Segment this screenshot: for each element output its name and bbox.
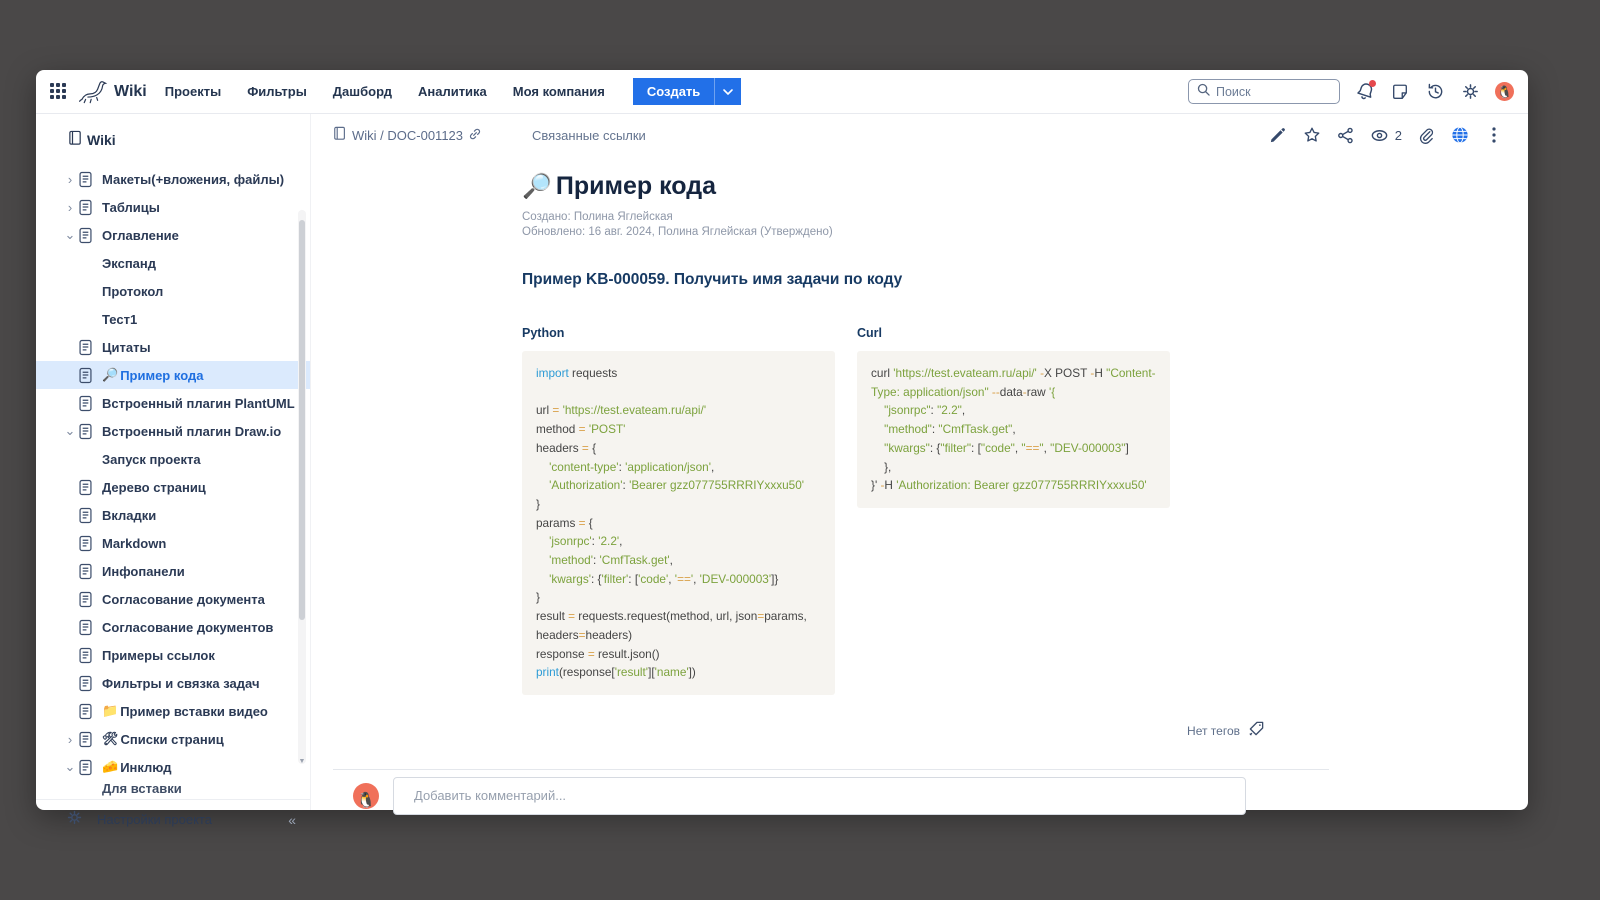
document-icon xyxy=(78,367,102,384)
code-snippet[interactable]: curl 'https://test.evateam.ru/api/' -X POST -H "Content- Type: application/json" --data-raw '{ "jsonrpc": "2.2", "method": "CmfTask.get", "kwargs": {"filter": ["code", "==", "DEV-000003"] }, }' -H 'Authorization: Bearer gzz077755RRRIYxxxu50' xyxy=(857,351,1170,508)
created-by: Создано: Полина Яглейская xyxy=(522,211,673,223)
sidebar-item[interactable] xyxy=(36,165,310,193)
expand-chevron-icon[interactable]: ⌄ xyxy=(64,759,76,774)
copy-link-icon[interactable] xyxy=(468,127,482,144)
item-emoji-icon: 📁 xyxy=(102,703,119,718)
sidebar-item[interactable] xyxy=(36,641,310,669)
scroll-down-icon[interactable]: ▼ xyxy=(298,758,306,765)
sidebar-item[interactable] xyxy=(36,753,310,781)
document-icon xyxy=(78,227,102,244)
sidebar-item[interactable] xyxy=(36,277,310,305)
document-icon xyxy=(78,199,102,216)
sidebar-item-label: Инфопанели xyxy=(102,563,185,579)
document-icon xyxy=(78,703,102,720)
user-avatar[interactable] xyxy=(1495,82,1514,101)
sidebar-item[interactable] xyxy=(36,781,310,799)
code-snippet[interactable]: import requests url = 'https://test.evateam.ru/api/' method = 'POST' headers = { 'content-type': 'application/json', 'Authorization': 'Bearer gzz077755RRRIYxxxu50' } params = { 'jsonrpc': '2.2', 'method': 'CmfTask.get', 'kwargs': {'filter': ['code', '==', 'DEV-000003']} } result = requests.request(method, url, json=params, headers=headers) response = result.json() print(response['result']['name']) xyxy=(522,351,835,695)
document-icon xyxy=(78,731,102,748)
expand-chevron-icon[interactable]: › xyxy=(67,171,73,187)
public-globe-icon[interactable] xyxy=(1450,125,1470,145)
sidebar-item-label: Согласование документа xyxy=(102,591,265,607)
app-title: Wiki xyxy=(114,82,147,100)
comments-divider xyxy=(333,769,1329,770)
nav-filters[interactable]: Фильтры xyxy=(247,84,307,99)
sidebar-item[interactable] xyxy=(36,501,310,529)
no-tags-label: Нет тегов xyxy=(1187,723,1240,738)
sidebar-item-label: 🧀 Инклюд xyxy=(102,759,172,775)
expand-chevron-icon[interactable]: ⌄ xyxy=(64,227,76,242)
sidebar-item-label: 📁 Пример вставки видео xyxy=(102,703,268,719)
tags-row xyxy=(522,720,1341,742)
sidebar-item[interactable] xyxy=(36,333,310,361)
updated-by: Обновлено: 16 авг. 2024, Полина Яглейская (Утверждено) xyxy=(522,226,833,238)
document-icon xyxy=(78,675,102,692)
sidebar-item-label: Согласование документов xyxy=(102,619,274,635)
section-heading: Пример KB-000059. Получить имя задачи по коду xyxy=(522,271,903,288)
item-emoji-icon: 🛠 xyxy=(102,731,119,746)
share-icon[interactable] xyxy=(1336,125,1356,145)
attachments-paperclip-icon[interactable] xyxy=(1416,125,1436,145)
sidebar-item[interactable] xyxy=(36,249,310,277)
search-input[interactable] xyxy=(1216,85,1331,99)
sidebar-item-label: 🛠 Списки страниц xyxy=(102,731,224,747)
document-meta xyxy=(522,210,1341,240)
code-block-label: Python xyxy=(522,326,565,340)
sidebar xyxy=(36,114,310,828)
sidebar-item-label: Цитаты xyxy=(102,339,151,355)
document-toolbar xyxy=(311,114,1528,156)
sidebar-item[interactable] xyxy=(36,445,310,473)
sidebar-item[interactable] xyxy=(36,417,310,445)
notes-icon[interactable] xyxy=(1390,82,1410,102)
magnifier-emoji-icon: 🔎 xyxy=(522,173,552,200)
sidebar-item-label: Примеры ссылок xyxy=(102,647,215,663)
sidebar-item-label: Фильтры и связка задач xyxy=(102,675,260,691)
sidebar-item-label: Markdown xyxy=(102,535,167,551)
search-box[interactable] xyxy=(1188,79,1340,104)
sidebar-item-label: Оглавление xyxy=(102,227,179,243)
expand-chevron-icon[interactable]: › xyxy=(67,199,73,215)
document-icon xyxy=(78,591,102,608)
code-block-label: Curl xyxy=(857,326,882,340)
sidebar-scrollbar[interactable] xyxy=(298,210,306,764)
breadcrumb[interactable]: Wiki / DOC-001123 xyxy=(333,126,482,144)
sidebar-item[interactable] xyxy=(36,725,310,753)
sidebar-item[interactable] xyxy=(36,193,310,221)
document-icon xyxy=(78,423,102,440)
sidebar-item-label: Дерево страниц xyxy=(102,479,206,495)
document-icon xyxy=(78,339,102,356)
document-icon xyxy=(78,507,102,524)
expand-chevron-icon[interactable]: › xyxy=(67,731,73,747)
sidebar-item[interactable] xyxy=(36,389,310,417)
sidebar-item-label: Макеты(+вложения, файлы) xyxy=(102,171,285,187)
settings-gear-icon[interactable] xyxy=(1460,82,1480,102)
sidebar-item[interactable] xyxy=(36,473,310,501)
sidebar-item-label: Для вставки xyxy=(102,781,182,796)
item-emoji-icon: 🧀 xyxy=(102,759,119,774)
sidebar-item[interactable] xyxy=(36,529,310,557)
penguin-avatar-icon: 🐧 xyxy=(356,791,376,809)
code-area xyxy=(522,326,1341,695)
sidebar-item-label: Встроенный плагин PlantUML xyxy=(102,395,295,411)
app-grid-icon[interactable] xyxy=(50,83,68,101)
page-book-icon xyxy=(333,126,347,144)
notification-dot xyxy=(1369,80,1376,87)
item-emoji-icon: 🔎 xyxy=(102,367,119,382)
document-body xyxy=(311,156,1528,815)
sidebar-item[interactable] xyxy=(36,697,310,725)
sidebar-item[interactable] xyxy=(36,221,310,249)
nav-my-company[interactable]: Моя компания xyxy=(512,84,605,99)
document-icon xyxy=(78,171,102,188)
page-title: 🔎 Пример кода xyxy=(522,172,717,200)
document-icon xyxy=(78,647,102,664)
sidebar-item-label: 🔎 Пример кода xyxy=(102,367,204,383)
content-area xyxy=(310,114,1528,810)
create-button[interactable]: Создать xyxy=(633,78,741,105)
search-icon xyxy=(1197,83,1210,101)
dinosaur-logo-icon xyxy=(78,80,108,104)
code-block-python xyxy=(522,326,835,695)
app-logo[interactable] xyxy=(78,80,147,104)
code-block-curl xyxy=(857,326,1170,508)
sidebar-footer xyxy=(36,799,310,839)
sidebar-item[interactable] xyxy=(36,585,310,613)
edit-pencil-icon[interactable] xyxy=(1268,125,1288,145)
nav-dashboard[interactable]: Дашборд xyxy=(332,84,392,99)
expand-chevron-icon[interactable]: ⌄ xyxy=(64,423,76,438)
comment-input[interactable] xyxy=(393,777,1246,815)
document-icon xyxy=(78,759,102,776)
sidebar-project-root[interactable]: Wiki xyxy=(36,114,310,159)
more-menu-icon[interactable] xyxy=(1484,125,1504,145)
collapse-sidebar-button[interactable]: « xyxy=(288,811,294,828)
nav-analytics[interactable]: Аналитика xyxy=(417,84,487,99)
sidebar-item[interactable] xyxy=(36,557,310,585)
sidebar-item-label: Встроенный плагин Draw.io xyxy=(102,423,282,439)
nav-projects[interactable]: Проекты xyxy=(164,84,222,99)
document-icon xyxy=(78,535,102,552)
comment-composer xyxy=(353,777,1528,815)
sidebar-item-label: Тест1 xyxy=(102,311,138,327)
watchers-count: 2 xyxy=(1394,127,1402,143)
sidebar-item[interactable] xyxy=(36,361,310,389)
comment-user-avatar xyxy=(353,783,379,809)
sidebar-item[interactable] xyxy=(36,669,310,697)
history-icon[interactable] xyxy=(1425,82,1445,102)
project-settings-label[interactable]: Настройки проекта xyxy=(97,812,212,827)
watchers-eye-icon[interactable] xyxy=(1370,125,1390,145)
sidebar-item-label: Запуск проекта xyxy=(102,451,201,467)
sidebar-item-label: Вкладки xyxy=(102,507,157,523)
notifications-bell-icon[interactable] xyxy=(1355,82,1375,102)
sidebar-item-label: Экспанд xyxy=(102,255,156,271)
document-icon xyxy=(78,619,102,636)
document-icon xyxy=(78,563,102,580)
document-icon xyxy=(78,479,102,496)
document-icon xyxy=(78,395,102,412)
related-links-tab[interactable]: Связанные ссылки xyxy=(532,127,646,143)
sidebar-item-label: Протокол xyxy=(102,283,164,299)
project-settings-gear-icon[interactable] xyxy=(66,809,83,831)
sidebar-tree xyxy=(36,159,310,799)
sidebar-item[interactable] xyxy=(36,305,310,333)
favorite-star-icon[interactable] xyxy=(1302,125,1322,145)
wiki-book-icon xyxy=(68,130,83,149)
sidebar-item-label: Таблицы xyxy=(102,199,160,215)
sidebar-item[interactable] xyxy=(36,613,310,641)
penguin-avatar-icon: 🐧 xyxy=(1497,84,1512,99)
app-window xyxy=(36,70,1528,828)
scrollbar-thumb[interactable] xyxy=(299,220,305,620)
add-tag-icon[interactable] xyxy=(1248,720,1265,742)
create-dropdown-chevron-icon[interactable] xyxy=(714,78,741,105)
top-navigation-bar xyxy=(36,70,1528,114)
